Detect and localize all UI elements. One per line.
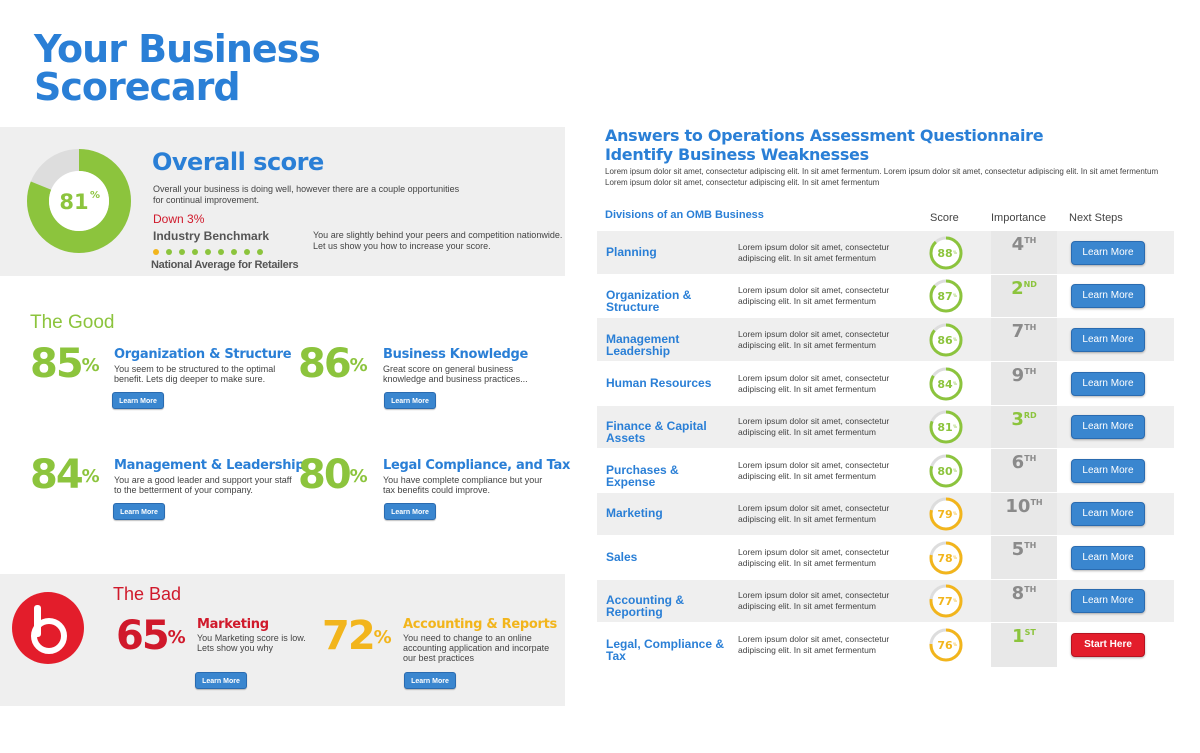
score-pct-symbol: %: [953, 598, 957, 603]
bad-item-title: Accounting & Reports: [403, 617, 557, 632]
score-ring: [928, 322, 964, 358]
score-pct-symbol: %: [953, 511, 957, 516]
learn-more-button[interactable]: Learn More: [1071, 589, 1145, 613]
learn-more-button[interactable]: Learn More: [384, 503, 436, 520]
good-item-desc: Great score on general business knowledge and business practices...: [383, 364, 528, 384]
bad-heading: The Bad: [113, 584, 182, 604]
score-ring: [928, 627, 964, 663]
bad-item-percent: 72%: [322, 613, 392, 659]
division-name: Accounting & Reporting: [606, 593, 684, 619]
division-desc: Lorem ipsum dolor sit amet, consectetur adipiscing elit. In sit amet fermentum: [738, 503, 890, 524]
division-name: Management Leadership: [606, 331, 680, 358]
division-name: Planning: [606, 244, 657, 259]
learn-more-button[interactable]: Learn More: [1071, 415, 1145, 439]
good-item-percent: 86%: [298, 341, 368, 387]
importance-rank: 10TH: [1005, 496, 1043, 517]
good-item-desc: You have complete compliance but your tax benefits could improve.: [383, 475, 543, 495]
importance-cell: [991, 275, 1057, 317]
score-value: 77: [937, 595, 953, 608]
importance-cell: [991, 623, 1057, 667]
importance-cell: [991, 362, 1057, 405]
col-header-next-steps: Next Steps: [1069, 212, 1123, 224]
col-header-division: Divisions of an OMB Business: [605, 209, 764, 221]
overall-score-title: Overall score: [152, 148, 324, 176]
good-item-title: Organization & Structure: [114, 347, 292, 362]
good-item-title: Management & Leadership: [114, 458, 305, 473]
importance-cell: [991, 231, 1057, 274]
learn-more-button[interactable]: Learn More: [404, 672, 456, 689]
division-desc: Lorem ipsum dolor sit amet, consectetur adipiscing elit. In sit amet fermentum: [738, 459, 890, 481]
score-value: 86: [937, 333, 953, 347]
importance-rank: 6TH: [1011, 452, 1037, 473]
score-value: 88: [937, 246, 953, 260]
division-desc: Lorem ipsum dolor sit amet, consectetur adipiscing elit. In sit amet fermentum: [738, 546, 890, 568]
start-here-button[interactable]: Start Here: [1071, 633, 1145, 657]
learn-more-button[interactable]: Learn More: [1071, 459, 1145, 483]
importance-rank: 4TH: [1011, 234, 1037, 255]
division-name: Purchases & Expense: [606, 462, 679, 489]
division-name: Legal, Compliance & Tax: [606, 637, 725, 663]
good-item-title: Business Knowledge: [383, 347, 529, 362]
importance-cell: [991, 406, 1057, 448]
importance-rank: 1ST: [1012, 626, 1036, 647]
division-desc: Lorem ipsum dolor sit amet, consectetur adipiscing elit. In sit amet fermentum: [738, 241, 890, 263]
score-pct-symbol: %: [953, 293, 957, 298]
learn-more-button[interactable]: Learn More: [1071, 502, 1145, 526]
bad-item-desc: You Marketing score is low. Lets show you why: [197, 633, 306, 653]
overall-score-donut: [26, 148, 132, 254]
score-value: 87: [937, 290, 953, 303]
score-ring: [928, 540, 964, 576]
division-desc: Lorem ipsum dolor sit amet, consectetur adipiscing elit. In sit amet fermentum: [738, 372, 890, 394]
division-desc: Lorem ipsum dolor sit amet, consectetur adipiscing elit. In sit amet fermentum: [738, 285, 890, 306]
importance-cell: [991, 493, 1057, 535]
bad-item-desc: You need to change to an online accounting application and incorpate our best practices: [403, 633, 550, 663]
score-ring: [928, 235, 964, 271]
division-name: Marketing: [606, 506, 663, 520]
good-heading: The Good: [30, 312, 115, 333]
assessment-title: Answers to Operations Assessment Questionnaire Identify Business Weaknesses: [605, 126, 1044, 164]
importance-rank: 7TH: [1011, 321, 1037, 342]
score-ring: [928, 453, 964, 489]
overall-score-description: Overall your business is doing well, however there are a couple opportunities for continual improvement.: [153, 184, 460, 205]
learn-more-button[interactable]: Learn More: [113, 503, 165, 520]
good-item-title: Legal Compliance, and Tax: [383, 458, 571, 473]
brand-b-icon: [12, 592, 84, 664]
importance-rank: 9TH: [1011, 365, 1037, 386]
score-value: 80: [937, 464, 953, 478]
score-ring: [928, 496, 964, 532]
assessment-intro: Lorem ipsum dolor sit amet, consectetur adipiscing elit. In sit amet fermentum. Lorem ipsum dolor sit amet, consectetur adipiscing elit. In sit amet fermentum Lorem ipsum dolor sit amet, consectetur adipiscing elit. In sit amet fermentum: [605, 167, 1159, 187]
score-value: 78: [937, 551, 953, 565]
division-name: Finance & Capital Assets: [606, 419, 707, 445]
importance-rank: 2ND: [1011, 278, 1037, 299]
col-header-importance: Importance: [991, 212, 1047, 224]
learn-more-button[interactable]: Learn More: [1071, 372, 1145, 396]
learn-more-button[interactable]: Learn More: [384, 392, 436, 409]
learn-more-button[interactable]: Learn More: [112, 392, 164, 409]
score-pct-symbol: %: [953, 380, 957, 386]
score-pct-symbol: %: [953, 336, 957, 342]
division-name: Sales: [606, 549, 638, 564]
score-pct-symbol: %: [953, 424, 957, 429]
overall-score-value: 81: [59, 190, 89, 214]
page-title: Your Business Scorecard: [34, 27, 320, 109]
importance-cell: [991, 580, 1057, 622]
division-desc: Lorem ipsum dolor sit amet, consectetur adipiscing elit. In sit amet fermentum: [738, 634, 890, 655]
importance-rank: 5TH: [1011, 539, 1037, 560]
score-value: 81: [937, 421, 953, 434]
col-header-score: Score: [930, 212, 959, 224]
industry-benchmark-label: Industry Benchmark: [153, 229, 270, 243]
learn-more-button[interactable]: Learn More: [1071, 328, 1145, 352]
learn-more-button[interactable]: Learn More: [1071, 546, 1145, 570]
good-item-percent: 80%: [298, 452, 368, 498]
score-ring: [928, 409, 964, 445]
overall-score-pct: %: [89, 190, 101, 201]
bad-item-percent: 65%: [116, 613, 186, 659]
importance-cell: [991, 318, 1057, 361]
score-ring: [928, 366, 964, 402]
learn-more-button[interactable]: Learn More: [195, 672, 247, 689]
score-value: 84: [937, 377, 953, 391]
brand-logo: [12, 592, 84, 664]
score-value: 76: [937, 639, 953, 652]
score-pct-symbol: %: [953, 642, 957, 647]
division-desc: Lorem ipsum dolor sit amet, consectetur adipiscing elit. In sit amet fermentum: [738, 590, 890, 611]
benchmark-dots: [153, 249, 273, 257]
score-change: Down 3%: [153, 212, 205, 226]
importance-cell: [991, 536, 1057, 579]
score-pct-symbol: %: [953, 554, 957, 560]
score-pct-symbol: %: [953, 249, 957, 255]
division-desc: Lorem ipsum dolor sit amet, consectetur adipiscing elit. In sit amet fermentum: [738, 328, 890, 350]
national-average-label: National Average for Retailers: [151, 259, 299, 271]
score-ring: [928, 278, 964, 314]
division-name: Human Resources: [606, 375, 712, 390]
bad-item-title: Marketing: [197, 617, 269, 632]
score-value: 79: [937, 508, 953, 521]
comparison-text: You are slightly behind your peers and competition nationwide. Let us show you how to increase your score.: [313, 230, 563, 251]
good-item-percent: 84%: [30, 452, 100, 498]
good-item-percent: 85%: [30, 341, 100, 387]
importance-cell: [991, 449, 1057, 492]
division-desc: Lorem ipsum dolor sit amet, consectetur adipiscing elit. In sit amet fermentum: [738, 416, 890, 437]
importance-rank: 8TH: [1011, 583, 1037, 604]
learn-more-button[interactable]: Learn More: [1071, 284, 1145, 308]
learn-more-button[interactable]: Learn More: [1071, 241, 1145, 265]
good-item-desc: You seem to be structured to the optimal benefit. Lets dig deeper to make sure.: [114, 364, 276, 384]
importance-rank: 3RD: [1011, 409, 1037, 430]
division-name: Organization & Structure: [606, 288, 692, 314]
score-pct-symbol: %: [953, 467, 957, 473]
score-ring: [928, 583, 964, 619]
good-item-desc: You are a good leader and support your staff to the betterment of your company.: [114, 475, 292, 495]
